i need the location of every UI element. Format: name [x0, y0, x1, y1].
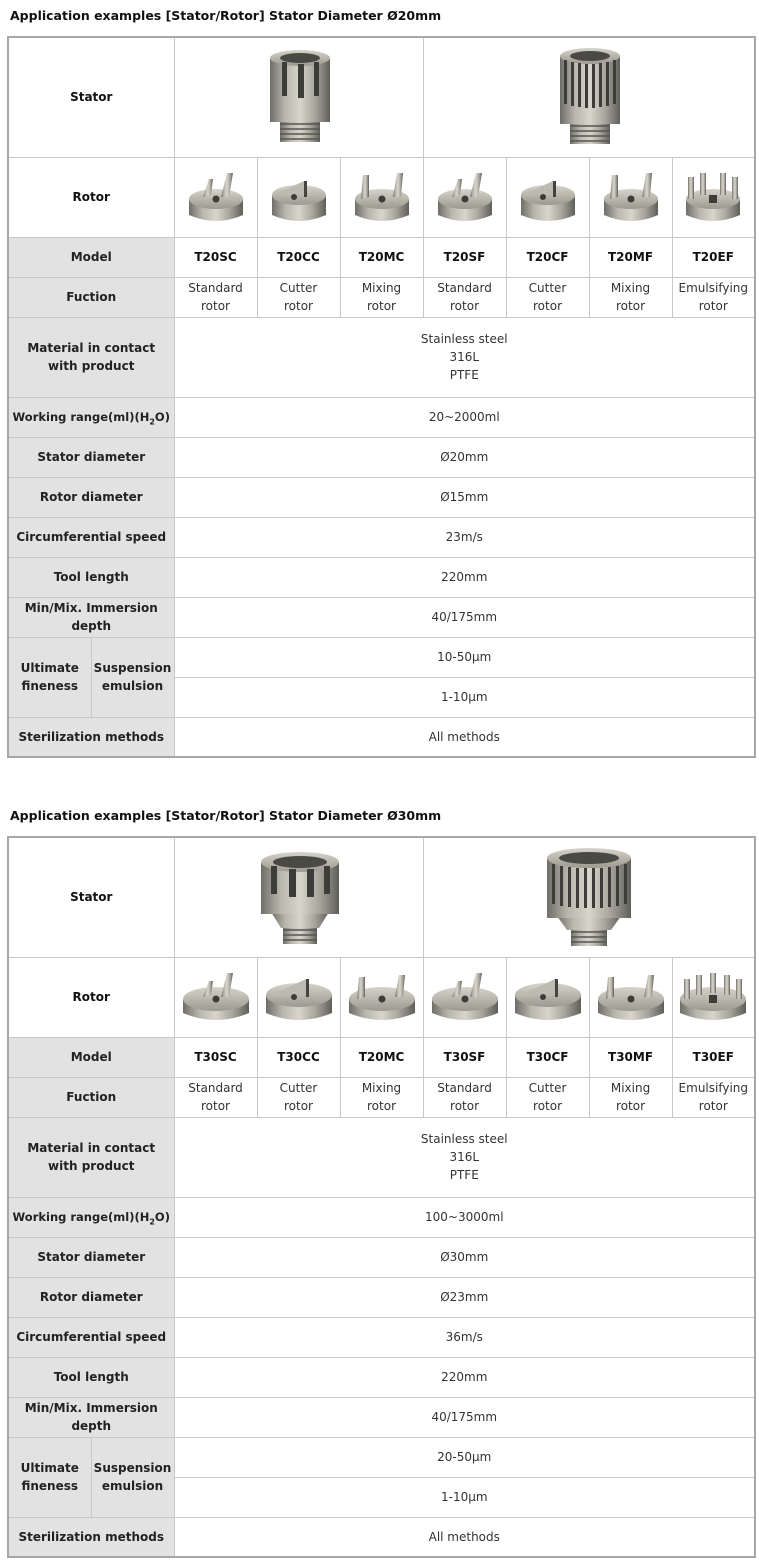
- function-label: Fuction: [8, 277, 174, 317]
- rotor-emulsifying-icon: [676, 965, 750, 1029]
- function-cell: Standard rotor: [423, 277, 506, 317]
- stator-diameter-value: Ø30mm: [174, 1237, 755, 1277]
- stator-image-fine: [423, 837, 755, 957]
- model-cell: T20EF: [672, 237, 755, 277]
- immersion-value: 40/175mm: [174, 1397, 755, 1437]
- rotor-emulsifying-icon: [678, 165, 748, 229]
- function-cell: Standard rotor: [174, 277, 257, 317]
- function-cell: Mixing rotor: [340, 277, 423, 317]
- fineness-sub-label: Suspension emulsion: [91, 1437, 174, 1517]
- rotor-image: [423, 157, 506, 237]
- material-value: Stainless steel 316L PTFE: [174, 317, 755, 397]
- speed-label: Circumferential speed: [8, 1317, 174, 1357]
- model-cell: T20CC: [257, 237, 340, 277]
- rotor-diameter-value: Ø23mm: [174, 1277, 755, 1317]
- speed-label: Circumferential speed: [8, 517, 174, 557]
- rotor-image: [589, 957, 672, 1037]
- working-range-label: Working $range(ml)(H_2O)$: [8, 1197, 174, 1237]
- tool-length-label: Tool length: [8, 557, 174, 597]
- model-cell: T30SC: [174, 1037, 257, 1077]
- section-title: Application examples [Stator/Rotor] Stator Diameter Ø30mm: [10, 808, 442, 823]
- stator-diameter-label: Stator diameter: [8, 1237, 174, 1277]
- rotor-image: [257, 957, 340, 1037]
- stator-fine-icon: [544, 42, 634, 152]
- rotor-mixing-icon: [596, 165, 666, 229]
- tool-length-value: 220mm: [174, 1357, 755, 1397]
- stator-image-coarse: [174, 837, 423, 957]
- rotor-standard-icon: [181, 165, 251, 229]
- model-label: Model: [8, 237, 174, 277]
- sterilization-value: All methods: [174, 717, 755, 757]
- rotor-image: [589, 157, 672, 237]
- model-cell: T20SF: [423, 237, 506, 277]
- working-range-value: 100~3000ml: [174, 1197, 755, 1237]
- immersion-value: 40/175mm: [174, 597, 755, 637]
- material-label: Material in contact with product: [8, 1117, 174, 1197]
- sterilization-label: Sterilization methods: [8, 717, 174, 757]
- rotor-mixing-icon: [345, 965, 419, 1029]
- spec-table-20mm: [7, 36, 756, 758]
- rotor-image: [423, 957, 506, 1037]
- material-value: Stainless steel 316L PTFE: [174, 1117, 755, 1197]
- emulsion-value: 1-10μm: [174, 677, 755, 717]
- model-cell: T30CC: [257, 1037, 340, 1077]
- rotor-standard-icon: [428, 965, 502, 1029]
- rotor-cutter-icon: [513, 165, 583, 229]
- rotor-image: [257, 157, 340, 237]
- stator-diameter-value: Ø20mm: [174, 437, 755, 477]
- model-cell: T20MC: [340, 1037, 423, 1077]
- rotor-standard-icon: [179, 965, 253, 1029]
- immersion-label: Min/Mix. Immersion depth: [8, 597, 174, 637]
- function-cell: Cutter rotor: [506, 277, 589, 317]
- rotor-cutter-icon: [262, 965, 336, 1029]
- rotor-image: [340, 957, 423, 1037]
- model-cell: T20MF: [589, 237, 672, 277]
- rotor-image: [174, 157, 257, 237]
- function-cell: Standard rotor: [423, 1077, 506, 1117]
- fineness-label: Ultimate fineness: [8, 637, 91, 717]
- function-cell: Cutter rotor: [257, 1077, 340, 1117]
- material-label: Material in contact with product: [8, 317, 174, 397]
- stator-coarse-icon: [249, 842, 349, 952]
- rotor-diameter-label: Rotor diameter: [8, 1277, 174, 1317]
- function-cell: Mixing rotor: [340, 1077, 423, 1117]
- function-cell: Mixing rotor: [589, 277, 672, 317]
- function-cell: Standard rotor: [174, 1077, 257, 1117]
- function-cell: Cutter rotor: [506, 1077, 589, 1117]
- rotor-image: [174, 957, 257, 1037]
- rotor-image: [672, 157, 755, 237]
- model-cell: T30SF: [423, 1037, 506, 1077]
- tool-length-label: Tool length: [8, 1357, 174, 1397]
- rotor-image: [506, 957, 589, 1037]
- rotor-mixing-icon: [347, 165, 417, 229]
- working-range-value: 20~2000ml: [174, 397, 755, 437]
- stator-label: Stator: [8, 837, 174, 957]
- rotor-diameter-label: Rotor diameter: [8, 477, 174, 517]
- model-cell: T20CF: [506, 237, 589, 277]
- spec-table-30mm: [7, 836, 756, 1558]
- model-cell: T30MF: [589, 1037, 672, 1077]
- immersion-label: Min/Mix. Immersion depth: [8, 1397, 174, 1437]
- model-cell: T20SC: [174, 237, 257, 277]
- model-cell: T30CF: [506, 1037, 589, 1077]
- section-title: Application examples [Stator/Rotor] Stator Diameter Ø20mm: [10, 8, 442, 23]
- rotor-diameter-value: Ø15mm: [174, 477, 755, 517]
- model-cell: T20MC: [340, 237, 423, 277]
- stator-coarse-icon: [254, 42, 344, 152]
- rotor-cutter-icon: [511, 965, 585, 1029]
- sterilization-label: Sterilization methods: [8, 1517, 174, 1557]
- rotor-standard-icon: [430, 165, 500, 229]
- stator-fine-icon: [539, 842, 639, 952]
- function-cell: Emulsifying rotor: [672, 1077, 755, 1117]
- function-cell: Mixing rotor: [589, 1077, 672, 1117]
- speed-value: 23m/s: [174, 517, 755, 557]
- suspension-value: 10-50μm: [174, 637, 755, 677]
- model-label: Model: [8, 1037, 174, 1077]
- rotor-image: [672, 957, 755, 1037]
- stator-diameter-label: Stator diameter: [8, 437, 174, 477]
- suspension-value: 20-50μm: [174, 1437, 755, 1477]
- function-cell: Emulsifying rotor: [672, 277, 755, 317]
- stator-label: Stator: [8, 37, 174, 157]
- rotor-label: Rotor: [8, 957, 174, 1037]
- working-range-label: Working $range(ml)(H_2O)$: [8, 397, 174, 437]
- stator-image-coarse: [174, 37, 423, 157]
- function-label: Fuction: [8, 1077, 174, 1117]
- sterilization-value: All methods: [174, 1517, 755, 1557]
- fineness-label: Ultimate fineness: [8, 1437, 91, 1517]
- stator-image-fine: [423, 37, 755, 157]
- tool-length-value: 220mm: [174, 557, 755, 597]
- rotor-image: [340, 157, 423, 237]
- model-cell: T30EF: [672, 1037, 755, 1077]
- speed-value: 36m/s: [174, 1317, 755, 1357]
- rotor-label: Rotor: [8, 157, 174, 237]
- rotor-image: [506, 157, 589, 237]
- rotor-mixing-icon: [594, 965, 668, 1029]
- emulsion-value: 1-10μm: [174, 1477, 755, 1517]
- function-cell: Cutter rotor: [257, 277, 340, 317]
- rotor-cutter-icon: [264, 165, 334, 229]
- fineness-sub-label: Suspension emulsion: [91, 637, 174, 717]
